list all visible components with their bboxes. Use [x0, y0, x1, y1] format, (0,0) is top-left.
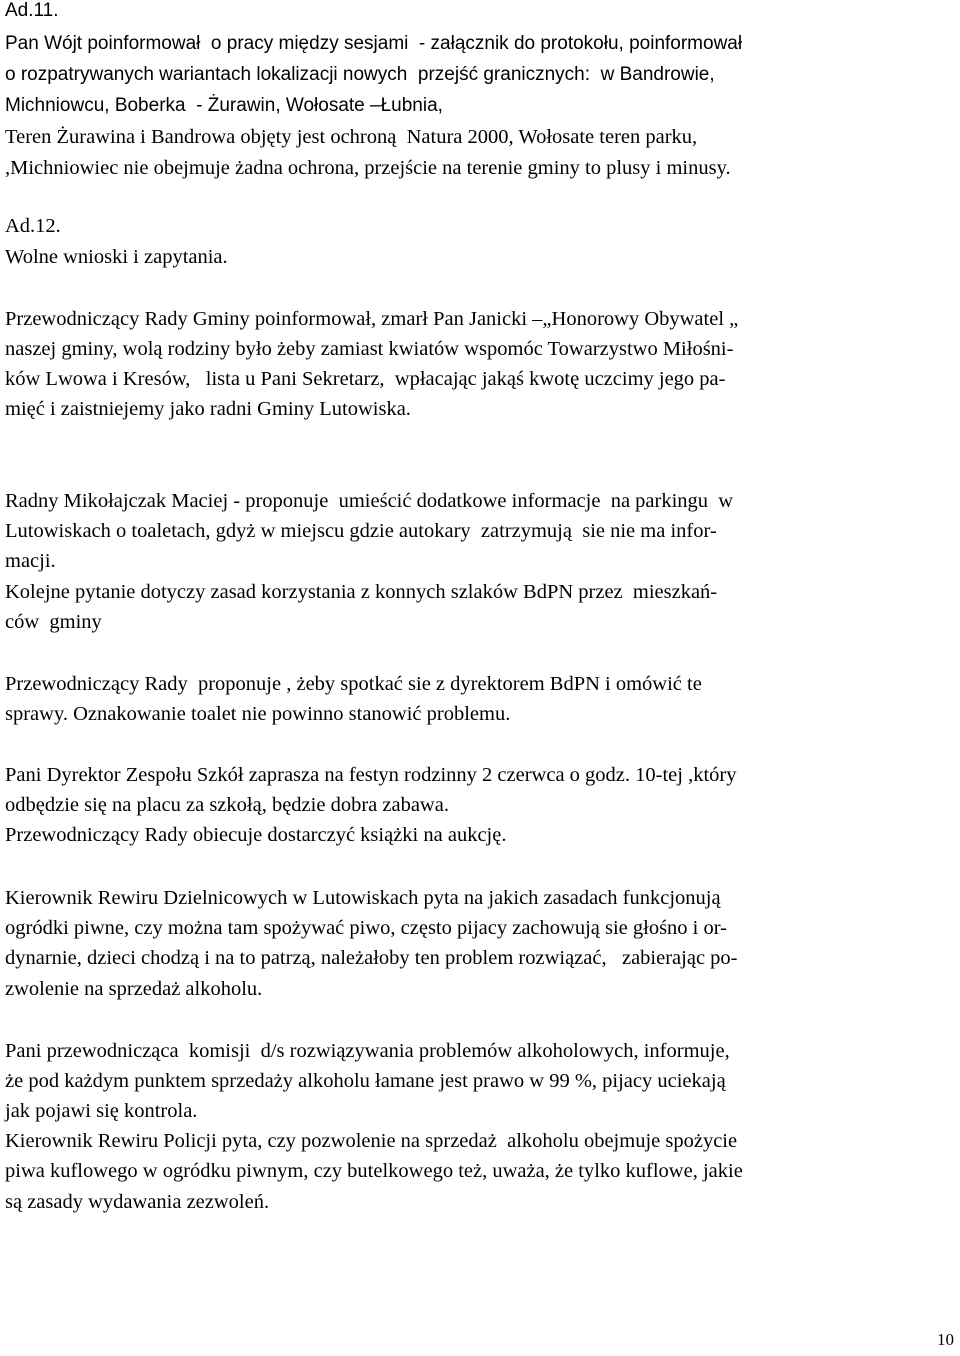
text-line: ków Lwowa i Kresów, lista u Pani Sekretarz, wpłacając jakąś kwotę uczcimy jego pa- [5, 368, 726, 390]
text-line: o rozpatrywanych wariantach lokalizacji nowych przejść granicznych: w Bandrowie, [5, 64, 715, 85]
text-line: naszej gminy, wolą rodziny było żeby zamiast kwiatów wspomóc Towarzystwo Miłośni- [5, 338, 734, 360]
text-line: Radny Mikołajczak Maciej - proponuje umieścić dodatkowe informacje na parkingu w [5, 490, 734, 512]
text-line: mięć i zaistniejemy jako radni Gminy Lutowiska. [5, 398, 411, 420]
text-line: Kierownik Rewiru Dzielnicowych w Lutowiskach pyta na jakich zasadach funkcjonują [5, 887, 721, 909]
text-line: że pod każdym punktem sprzedaży alkoholu łamane jest prawo w 99 %, pijacy uciekają [5, 1070, 726, 1092]
text-line: ,Michniowiec nie obejmuje żadna ochrona, przejście na terenie gminy to plusy i minusy. [5, 157, 731, 179]
text-line: Teren Żurawina i Bandrowa objęty jest ochroną Natura 2000, Wołosate teren parku, [5, 126, 698, 148]
text-line: macji. [5, 550, 56, 572]
text-line: Michniowcu, Boberka - Żurawin, Wołosate –Łubnia, [5, 95, 443, 116]
text-line: odbędzie się na placu za szkołą, będzie dobra zabawa. [5, 794, 449, 816]
text-line: ców gminy [5, 611, 102, 633]
text-line: Pani Dyrektor Zespołu Szkół zaprasza na festyn rodzinny 2 czerwca o godz. 10-tej ,który [5, 764, 737, 786]
text-line: Kolejne pytanie dotyczy zasad korzystania z konnych szlaków BdPN przez mieszkań- [5, 581, 718, 603]
text-line: Lutowiskach o toaletach, gdyż w miejscu gdzie autokary zatrzymują sie nie ma infor- [5, 520, 717, 542]
text-line: Przewodniczący Rady Gminy poinformował, zmarł Pan Janicki –„Honorowy Obywatel „ [5, 308, 739, 330]
text-line: zwolenie na sprzedaż alkoholu. [5, 978, 263, 1000]
text-line: dynarnie, dzieci chodzą i na to patrzą, należałoby ten problem rozwiązać, zabierając po- [5, 947, 738, 969]
text-line: Przewodniczący Rady proponuje , żeby spotkać sie z dyrektorem BdPN i omówić te [5, 673, 702, 695]
text-line: jak pojawi się kontrola. [5, 1100, 198, 1122]
item-heading-11: Ad.11. [5, 0, 59, 21]
text-line: Przewodniczący Rady obiecuje dostarczyć książki na aukcję. [5, 824, 507, 846]
text-line: ogródki piwne, czy można tam spożywać piwo, często pijacy zachowują sie głośno i or- [5, 917, 727, 939]
text-line: Pani przewodnicząca komisji d/s rozwiązywania problemów alkoholowych, informuje, [5, 1040, 730, 1062]
section-title: Wolne wnioski i zapytania. [5, 246, 228, 268]
text-line: sprawy. Oznakowanie toalet nie powinno stanowić problemu. [5, 703, 511, 725]
text-line: są zasady wydawania zezwoleń. [5, 1191, 270, 1213]
page-number: 10 [937, 1330, 954, 1349]
text-line: Pan Wójt poinformował o pracy między sesjami - załącznik do protokołu, poinformował [5, 33, 743, 54]
item-heading-12: Ad.12. [5, 215, 61, 237]
text-line: piwa kuflowego w ogródku piwnym, czy butelkowego też, uważa, że tylko kuflowe, jakie [5, 1160, 743, 1182]
text-line: Kierownik Rewiru Policji pyta, czy pozwolenie na sprzedaż alkoholu obejmuje spożycie [5, 1130, 738, 1152]
